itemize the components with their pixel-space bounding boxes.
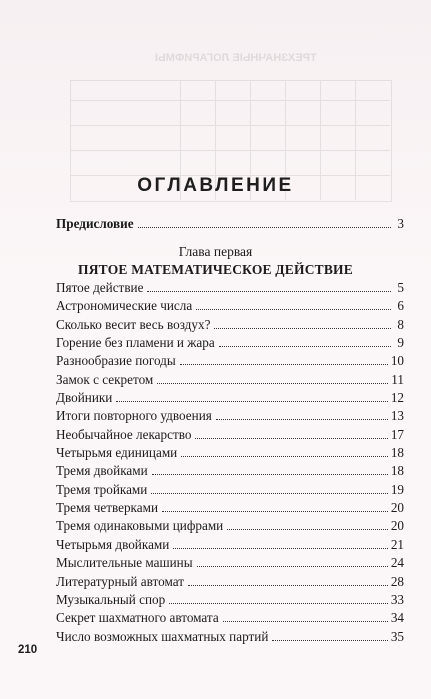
toc-entry-page: 8 bbox=[397, 316, 404, 332]
page-number: 210 bbox=[18, 644, 38, 656]
toc-entry-page: 18 bbox=[390, 445, 404, 461]
contents-title: ОГЛАВЛЕНИЕ bbox=[137, 175, 294, 196]
dot-leader bbox=[157, 383, 388, 384]
toc-entry-page: 18 bbox=[390, 463, 404, 479]
chapter-label: Глава первая bbox=[178, 244, 253, 259]
toc-entry-page: 24 bbox=[390, 555, 404, 571]
toc-entry-title: Предисловие bbox=[56, 216, 134, 231]
dot-leader bbox=[173, 548, 387, 549]
dot-leader bbox=[227, 529, 388, 530]
dot-leader bbox=[147, 291, 391, 292]
toc-entry-page: 28 bbox=[390, 573, 404, 589]
dot-leader bbox=[195, 438, 387, 439]
toc-entry-page: 6 bbox=[397, 298, 404, 314]
toc-entry-page: 35 bbox=[390, 628, 404, 644]
toc-entry-title: Итоги повторного удвоения bbox=[56, 408, 212, 424]
toc-entry-title: Астрономические числа bbox=[56, 298, 193, 314]
bleed-through-rule bbox=[70, 150, 390, 151]
toc-list bbox=[56, 279, 404, 646]
dot-leader bbox=[152, 474, 388, 475]
toc-entry[interactable] bbox=[56, 517, 404, 535]
toc-entry[interactable] bbox=[56, 407, 404, 425]
toc-entry[interactable] bbox=[56, 481, 404, 499]
toc-entry-page: 17 bbox=[390, 426, 404, 442]
toc-entry-title: Четырьмя единицами bbox=[56, 445, 178, 461]
toc-entry[interactable] bbox=[56, 279, 404, 297]
chapter-title: ПЯТОЕ МАТЕМАТИЧЕСКОЕ ДЕЙСТВИЕ bbox=[78, 262, 353, 277]
dot-leader bbox=[116, 401, 387, 402]
toc-entry-page: 9 bbox=[397, 335, 404, 351]
toc-entry-title: Четырьмя двойками bbox=[56, 536, 170, 552]
dot-leader bbox=[272, 640, 387, 641]
toc-entry-title: Число возможных шахматных партий bbox=[56, 628, 269, 644]
toc-entry[interactable] bbox=[56, 573, 404, 591]
toc-entry[interactable] bbox=[56, 426, 404, 444]
toc-entry-page: 12 bbox=[390, 390, 404, 406]
toc-entry-title: Тремя четверками bbox=[56, 500, 159, 516]
toc-preface bbox=[56, 215, 404, 233]
toc-entry-title: Замок с секретом bbox=[56, 371, 154, 387]
toc-entry-page: 10 bbox=[390, 353, 404, 369]
toc-entry-page: 21 bbox=[390, 536, 404, 552]
toc-entry[interactable] bbox=[56, 628, 404, 646]
toc-entry-page: 34 bbox=[390, 610, 404, 626]
dot-leader bbox=[181, 456, 388, 457]
toc-entry-page: 20 bbox=[390, 518, 404, 534]
toc-entry-title: Музыкальный спор bbox=[56, 591, 166, 607]
toc-entry[interactable] bbox=[56, 462, 404, 480]
toc-entry[interactable] bbox=[56, 352, 404, 370]
toc-entry-title: Тремя одинаковыми цифрами bbox=[56, 518, 224, 534]
dot-leader bbox=[188, 585, 388, 586]
toc-entry-title: Необычайное лекарство bbox=[56, 426, 192, 442]
toc-entry[interactable] bbox=[56, 444, 404, 462]
toc-entry-page: 11 bbox=[391, 371, 404, 387]
toc-entry-title: Двойники bbox=[56, 390, 113, 406]
dot-leader bbox=[138, 227, 391, 228]
dot-leader bbox=[162, 511, 388, 512]
bleed-through-rule bbox=[70, 100, 390, 101]
toc-entry-page: 13 bbox=[390, 408, 404, 424]
dot-leader bbox=[180, 364, 388, 365]
toc-entry[interactable] bbox=[56, 499, 404, 517]
toc-entry[interactable] bbox=[56, 536, 404, 554]
dot-leader bbox=[216, 419, 388, 420]
dot-leader bbox=[169, 603, 388, 604]
toc-entry-title: Тремя тройками bbox=[56, 481, 148, 497]
toc-entry-preface[interactable] bbox=[56, 215, 404, 233]
dot-leader bbox=[223, 621, 388, 622]
toc-entry-page: 5 bbox=[397, 280, 404, 295]
toc-entry-page: 3 bbox=[397, 216, 404, 231]
toc-entry-title: Тремя двойками bbox=[56, 463, 148, 479]
toc-entry-title: Мыслительные машины bbox=[56, 555, 193, 571]
dot-leader bbox=[214, 328, 391, 329]
toc-entry[interactable] bbox=[56, 297, 404, 315]
dot-leader bbox=[219, 346, 391, 347]
toc-entry[interactable] bbox=[56, 371, 404, 389]
toc-entry-title: Разнообразие погоды bbox=[56, 353, 176, 369]
toc-entry-page: 33 bbox=[390, 591, 404, 607]
toc-entry-title: Литературный автомат bbox=[56, 573, 184, 589]
toc-entry[interactable] bbox=[56, 334, 404, 352]
toc-entry[interactable] bbox=[56, 389, 404, 407]
dot-leader bbox=[197, 566, 388, 567]
dot-leader bbox=[196, 309, 391, 310]
toc-entry-title: Пятое действие bbox=[56, 280, 144, 295]
toc-entry[interactable] bbox=[56, 591, 404, 609]
toc-entry[interactable] bbox=[56, 609, 404, 627]
toc-entry[interactable] bbox=[56, 554, 404, 572]
toc-entry-title: Секрет шахматного автомата bbox=[56, 610, 219, 626]
toc-entry[interactable] bbox=[56, 316, 404, 334]
toc-entry-page: 19 bbox=[390, 481, 404, 497]
toc-entry-title: Сколько весит весь воздух? bbox=[56, 316, 211, 332]
bleed-through-rule bbox=[70, 125, 390, 126]
toc-entry-page: 20 bbox=[390, 500, 404, 516]
bleed-through-heading: ТРЕХЗНАЧНЫЕ ЛОГАРИФМЫ bbox=[155, 52, 317, 64]
dot-leader bbox=[151, 493, 387, 494]
toc-entry-title: Горение без пламени и жара bbox=[56, 335, 215, 351]
